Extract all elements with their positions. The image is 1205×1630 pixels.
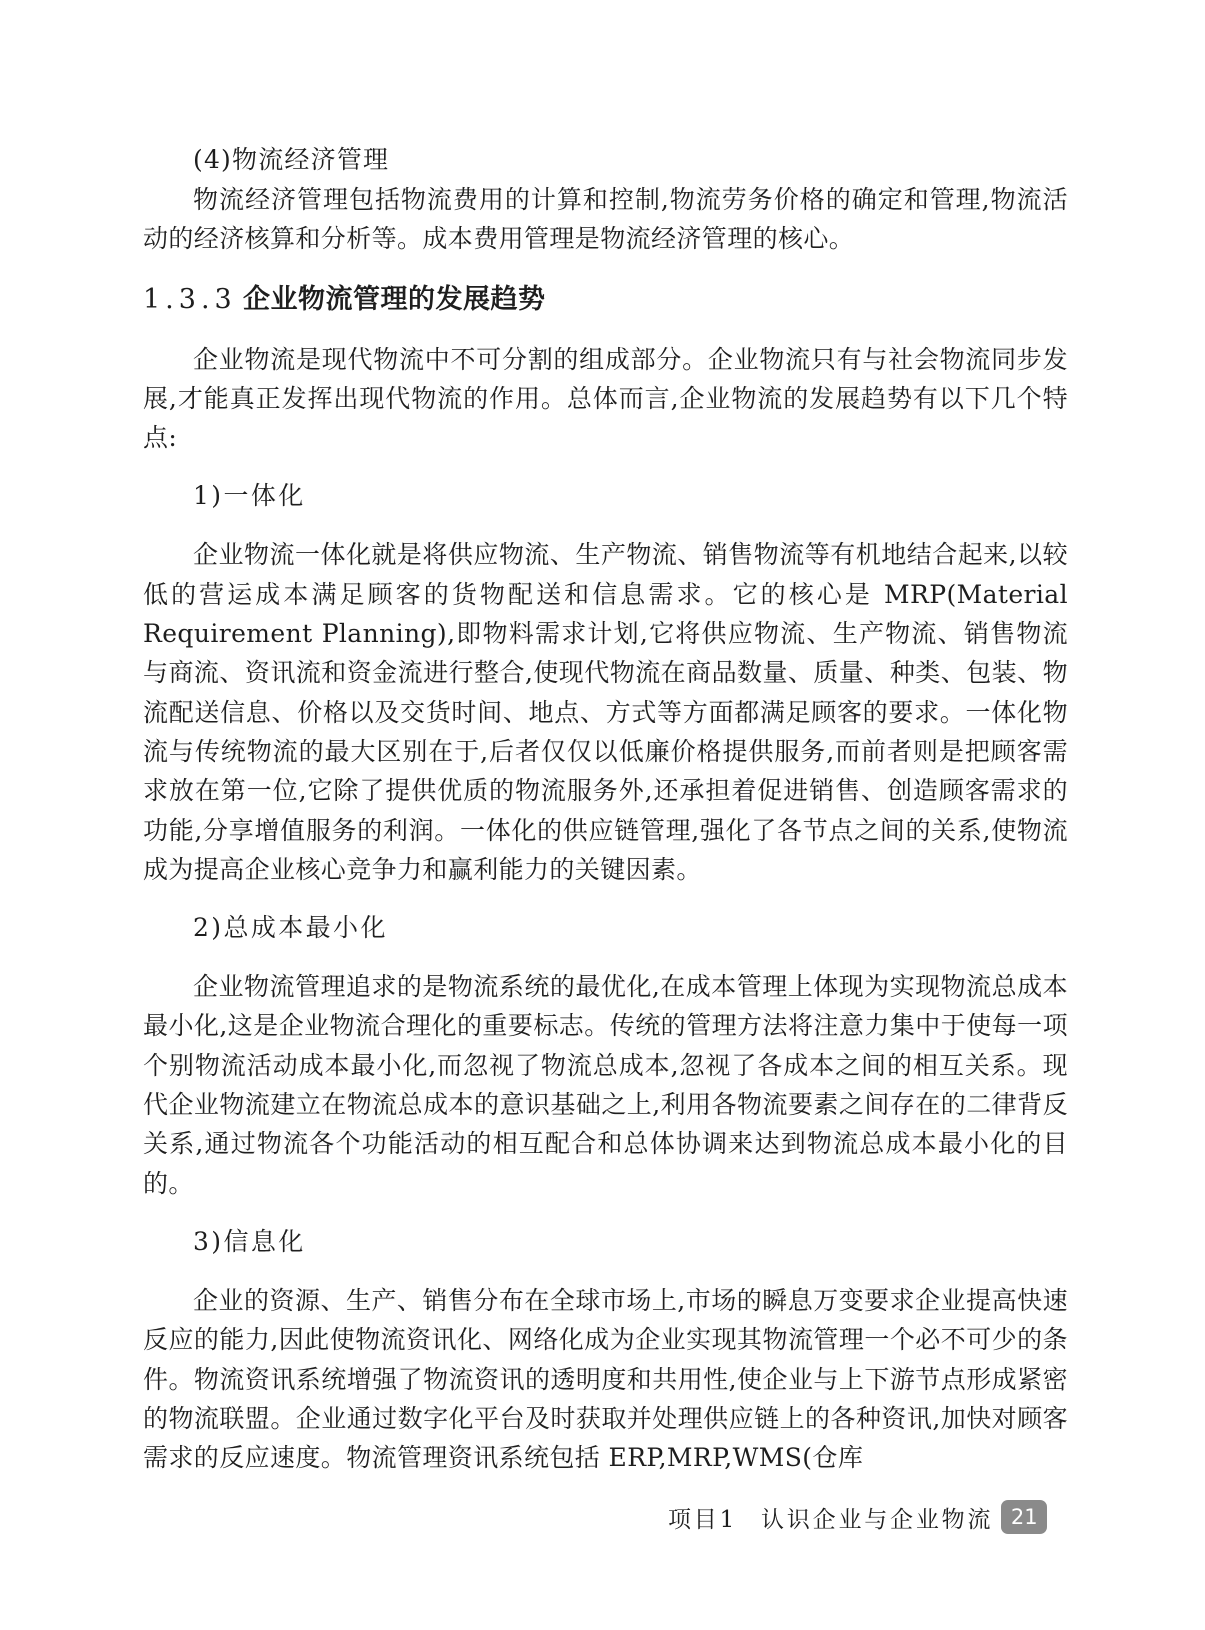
item-paragraph-integration: 企业物流一体化就是将供应物流、生产物流、销售物流等有机地结合起来,以较低的营运成本满足顾客的货物配送和信息需求。它的核心是 MRP(Material Requirement Planning),即物料需求计划,它将供应物流、生产物流、销售物流与商流、资讯流和资金流进行整合,使现代物流在商品数量、质量、种类、包装、物流配送信息、价格以及交货时间、地点、方式等方面都满足顾客的要求。一体化物流与传统物流的最大区别在于,后者仅仅以低廉价格提供服务,而前者则是把顾客需求放在第一位,它除了提供优质的物流服务外,还承担着促进销售、创造顾客需求的功能,分享增值服务的利润。一体化的供应链管理,强化了各节点之间的关系,使物流成为提高企业核心竞争力和赢利能力的关键因素。	[143, 540, 1068, 884]
section-intro-paragraph: 企业物流是现代物流中不可分割的组成部分。企业物流只有与社会物流同步发展,才能真正发挥出现代物流的作用。总体而言,企业物流的发展趋势有以下几个特点:	[143, 344, 1068, 453]
item-heading-total-cost: 2)总成本最小化	[193, 913, 388, 943]
section-number: 1.3.3	[143, 283, 237, 315]
item-heading-informatization: 3)信息化	[193, 1226, 306, 1256]
page-number-badge: 21	[1001, 1500, 1047, 1534]
footer-project-label: 项目1	[668, 1506, 738, 1533]
page-footer	[668, 1497, 1047, 1537]
footer-chapter-title: 认识企业与企业物流	[761, 1506, 994, 1533]
subsection-heading-4: (4)物流经济管理	[193, 145, 390, 174]
subsection-paragraph-4: 物流经济管理包括物流费用的计算和控制,物流劳务价格的确定和管理,物流活动的经济核算和分析等。成本费用管理是物流经济管理的核心。	[143, 185, 1068, 254]
page-body	[143, 140, 1068, 1477]
item-heading-integration: 1)一体化	[193, 481, 306, 511]
item-paragraph-total-cost: 企业物流管理追求的是物流系统的最优化,在成本管理上体现为实现物流总成本最小化,这是企业物流合理化的重要标志。传统的管理方法将注意力集中于使每一项个别物流活动成本最小化,而忽视了物流总成本,忽视了各成本之间的相互关系。现代企业物流建立在物流总成本的意识基础之上,利用各物流要素之间存在的二律背反关系,通过物流各个功能活动的相互配合和总体协调来达到物流总成本最小化的目的。	[143, 972, 1068, 1198]
section-heading	[143, 280, 1068, 320]
item-paragraph-informatization: 企业的资源、生产、销售分布在全球市场上,市场的瞬息万变要求企业提高快速反应的能力,因此使物流资讯化、网络化成为企业实现其物流管理一个必不可少的条件。物流资讯系统增强了物流资讯的透明度和共用性,使企业与上下游节点形成紧密的物流联盟。企业通过数字化平台及时获取并处理供应链上的各种资讯,加快对顾客需求的反应速度。物流管理资讯系统包括 ERP,MRP,WMS(仓库	[143, 1285, 1068, 1473]
section-title: 企业物流管理的发展趋势	[243, 283, 546, 315]
